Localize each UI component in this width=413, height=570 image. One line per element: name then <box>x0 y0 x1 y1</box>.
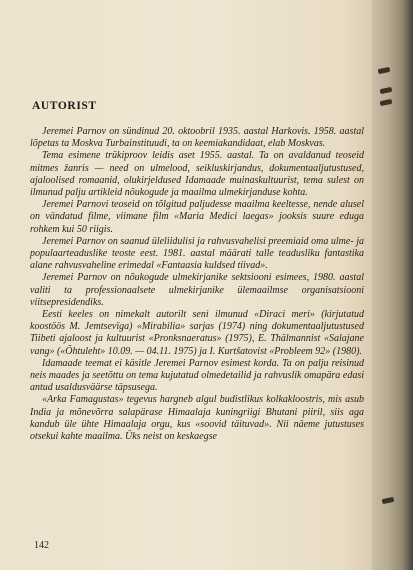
paragraph: Jeremei Parnov on nõukogude ulmekirjanike sektsiooni esimees, 1980. aastal valiti ta professionaalsete ulmekirjanike ülemaailmse organisatsiooni viitsepresidendiks. <box>30 272 364 308</box>
paragraph: Tema esimene trükiproov leidis aset 1955. aastal. Ta on avaldanud teoseid mitmes žanris — need on ulmelood, seikluskirjandus, dokumentaaljutustused, ajaloolised romaanid, olukirjeldused Idamaade muinaskultuurist, tema sulest on ilmunud palju artikleid nõukogude ja maailma ulmekirjanduse kohta. <box>30 150 364 199</box>
binding-stitch <box>378 67 391 74</box>
paragraph: «Arka Famagustas» tegevus hargneb algul budistlikus kolkakloostris, mis asub India ja mõnevõrra salapärase Himaalaja kuningriigi Bhutani piiril, siis aga kandub üle ühte Himaalaja orgu, kus «soovid täituvad». Nii näeme jutustuses otsekui kahte maailma. Üks neist on keskaegse <box>30 394 364 443</box>
binding-stitch <box>380 99 393 106</box>
paragraph: Eesti keeles on nimekalt autorilt seni ilmunud «Diraci meri» (kirjutatud koostöös M. Jemtsevïga) «Mirabilia» sarjas (1974) ning dokumentaaljutustused Tiibeti ajaloost ja kultuurist «Pronksnaeratus» (1975), E. Thälmannist «Salajane vang» («Õhtuleht» 10.09. — 04.11. 1975) ja I. Kurtšatovist «Probleem 92» (1980). <box>30 309 364 357</box>
binding-stitch <box>382 497 395 504</box>
section-heading: AUTORIST <box>32 100 97 112</box>
paragraph: Jeremei Parnov on saanud üleliidulisi ja rahvusvahelisi preemiaid oma ulme- ja populaarteaduslike teoste eest. 1981. aastal määrati talle teadusliku fantastika alane rahvusvaheline erimedal «Fantaasia kuldsed tiivad». <box>30 235 364 272</box>
paragraph: Jeremei Parnovi teoseid on tõlgitud paljudesse maailma keeltesse, nende alusel on vändatud filme, viimane film «Maria Medici laegas» jooksis suure eduga rohkem kui 50 riigis. <box>30 199 364 235</box>
binding-stitch <box>380 87 393 94</box>
page-number: 142 <box>34 540 49 551</box>
paragraph: Idamaade teemat ei käsitle Jeremei Parnov esimest korda. Ta on palju reisinud neis maades ja seetõttu on tema kujutatud olmedetailid ja rahvuslik omapära edasi antud usaldusväärse täpsusega. <box>30 357 364 394</box>
paragraph: Jeremei Parnov on sündinud 20. oktoobril 1935. aastal Harkovis. 1958. aastal lõpetas ta Moskva Turbainstituudi, ta on keemiakandidaat, elab Moskvas. <box>30 126 364 150</box>
body-text <box>30 126 364 443</box>
book-spine <box>372 0 413 570</box>
